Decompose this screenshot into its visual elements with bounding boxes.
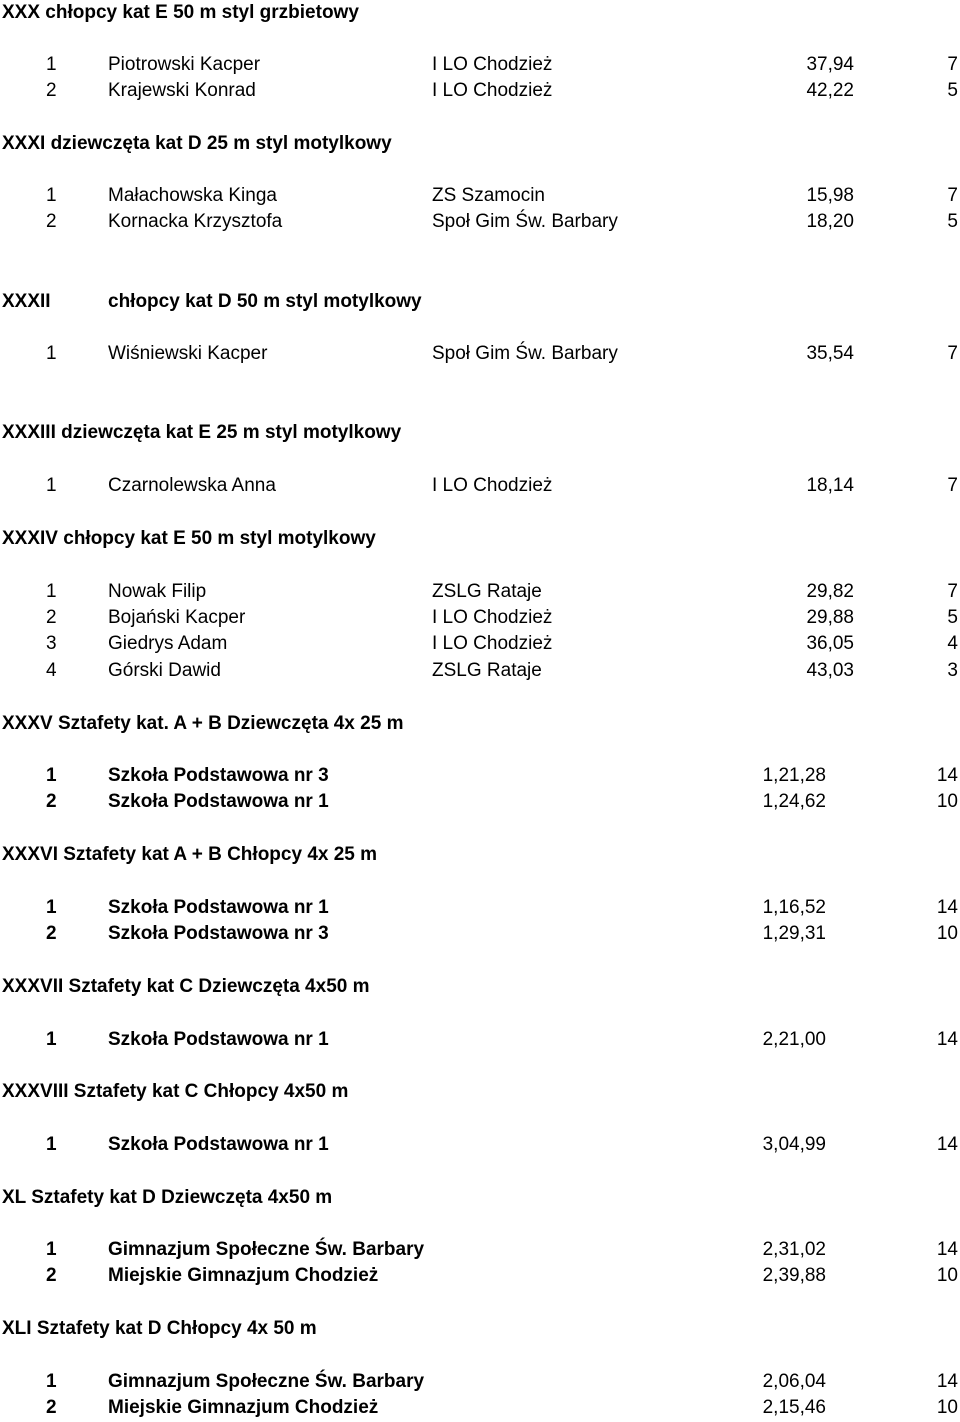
row-time: 29,88: [806, 607, 854, 628]
row-points: 14: [936, 1134, 958, 1155]
row-time: 43,03: [806, 660, 854, 681]
row-place: 4: [46, 660, 57, 681]
section-heading: XXXI dziewczęta kat D 25 m styl motylkowy: [2, 133, 392, 154]
row-time: 3,04,99: [762, 1134, 826, 1155]
section-heading-number: XXXII: [2, 291, 51, 312]
row-name: Miejskie Gimnazjum Chodzież: [108, 1265, 379, 1286]
row-place: 3: [46, 633, 57, 654]
row-points: 4: [947, 633, 958, 654]
row-points: 7: [947, 581, 958, 602]
row-name: Czarnolewska Anna: [108, 475, 276, 496]
row-points: 7: [947, 475, 958, 496]
section-heading: XLI Sztafety kat D Chłopcy 4x 50 m: [2, 1318, 317, 1339]
row-name: Gimnazjum Społeczne Św. Barbary: [108, 1239, 425, 1260]
row-place: 2: [46, 1265, 57, 1286]
row-time: 18,14: [806, 475, 854, 496]
row-place: 2: [46, 923, 57, 944]
row-school: I LO Chodzież: [432, 54, 553, 75]
row-points: 3: [947, 660, 958, 681]
row-time: 2,21,00: [762, 1029, 826, 1050]
row-name: Bojański Kacper: [108, 607, 246, 628]
row-points: 5: [947, 80, 958, 101]
row-time: 1,24,62: [762, 791, 826, 812]
section-heading: XXXVII Sztafety kat C Dziewczęta 4x50 m: [2, 976, 370, 997]
row-time: 2,31,02: [762, 1239, 826, 1260]
section-heading: XXXIII dziewczęta kat E 25 m styl motylkowy: [2, 422, 402, 443]
row-place: 1: [46, 581, 57, 602]
row-place: 2: [46, 211, 57, 232]
row-name: Szkoła Podstawowa nr 1: [108, 1134, 329, 1155]
row-points: 7: [947, 54, 958, 75]
row-name: Małachowska Kinga: [108, 185, 277, 206]
row-name: Kornacka Krzysztofa: [108, 211, 283, 232]
row-points: 14: [936, 1371, 958, 1392]
row-points: 10: [936, 923, 958, 944]
row-name: Szkoła Podstawowa nr 1: [108, 897, 329, 918]
row-name: Krajewski Konrad: [108, 80, 256, 101]
row-points: 14: [936, 897, 958, 918]
row-name: Gimnazjum Społeczne Św. Barbary: [108, 1371, 425, 1392]
row-school: I LO Chodzież: [432, 633, 553, 654]
row-school: Społ Gim Św. Barbary: [432, 211, 618, 232]
row-school: ZSLG Rataje: [432, 581, 542, 602]
row-place: 2: [46, 80, 57, 101]
row-name: Szkoła Podstawowa nr 1: [108, 1029, 329, 1050]
row-time: 36,05: [806, 633, 854, 654]
row-place: 1: [46, 1134, 57, 1155]
row-points: 14: [936, 1029, 958, 1050]
row-place: 1: [46, 765, 57, 786]
row-name: Giedrys Adam: [108, 633, 228, 654]
row-time: 29,82: [806, 581, 854, 602]
section-heading: XXXVI Sztafety kat A + B Chłopcy 4x 25 m: [2, 844, 378, 865]
row-place: 1: [46, 1239, 57, 1260]
section-heading: XL Sztafety kat D Dziewczęta 4x50 m: [2, 1187, 333, 1208]
row-time: 37,94: [806, 54, 854, 75]
row-school: I LO Chodzież: [432, 475, 553, 496]
row-time: 35,54: [806, 343, 854, 364]
row-school: ZSLG Rataje: [432, 660, 542, 681]
row-time: 1,29,31: [762, 923, 826, 944]
row-time: 1,21,28: [762, 765, 826, 786]
row-name: Wiśniewski Kacper: [108, 343, 268, 364]
row-name: Piotrowski Kacper: [108, 54, 261, 75]
row-name: Nowak Filip: [108, 581, 207, 602]
section-heading: XXX chłopcy kat E 50 m styl grzbietowy: [2, 2, 359, 23]
row-time: 18,20: [806, 211, 854, 232]
row-place: 1: [46, 54, 57, 75]
section-heading: XXXV Sztafety kat. A + B Dziewczęta 4x 25 m: [2, 713, 404, 734]
row-place: 2: [46, 791, 57, 812]
row-points: 5: [947, 211, 958, 232]
row-place: 1: [46, 475, 57, 496]
row-points: 7: [947, 185, 958, 206]
section-heading: XXXVIII Sztafety kat C Chłopcy 4x50 m: [2, 1081, 349, 1102]
row-place: 1: [46, 343, 57, 364]
row-time: 15,98: [806, 185, 854, 206]
row-school: Społ Gim Św. Barbary: [432, 343, 618, 364]
row-place: 1: [46, 1029, 57, 1050]
row-points: 14: [936, 765, 958, 786]
row-points: 7: [947, 343, 958, 364]
row-time: 2,39,88: [762, 1265, 826, 1286]
row-time: 1,16,52: [762, 897, 826, 918]
row-place: 1: [46, 897, 57, 918]
row-time: 42,22: [806, 80, 854, 101]
row-name: Miejskie Gimnazjum Chodzież: [108, 1397, 379, 1418]
row-points: 10: [936, 791, 958, 812]
row-name: Górski Dawid: [108, 660, 221, 681]
row-time: 2,06,04: [762, 1371, 826, 1392]
row-place: 2: [46, 1397, 57, 1418]
row-name: Szkoła Podstawowa nr 3: [108, 765, 329, 786]
row-name: Szkoła Podstawowa nr 1: [108, 791, 329, 812]
row-points: 5: [947, 607, 958, 628]
row-time: 2,15,46: [762, 1397, 826, 1418]
section-heading: chłopcy kat D 50 m styl motylkowy: [108, 291, 422, 312]
row-place: 1: [46, 185, 57, 206]
row-school: ZS Szamocin: [432, 185, 545, 206]
row-place: 1: [46, 1371, 57, 1392]
row-points: 14: [936, 1239, 958, 1260]
row-school: I LO Chodzież: [432, 607, 553, 628]
row-place: 2: [46, 607, 57, 628]
section-heading: XXXIV chłopcy kat E 50 m styl motylkowy: [2, 528, 376, 549]
row-school: I LO Chodzież: [432, 80, 553, 101]
row-name: Szkoła Podstawowa nr 3: [108, 923, 329, 944]
row-points: 10: [936, 1397, 958, 1418]
row-points: 10: [936, 1265, 958, 1286]
